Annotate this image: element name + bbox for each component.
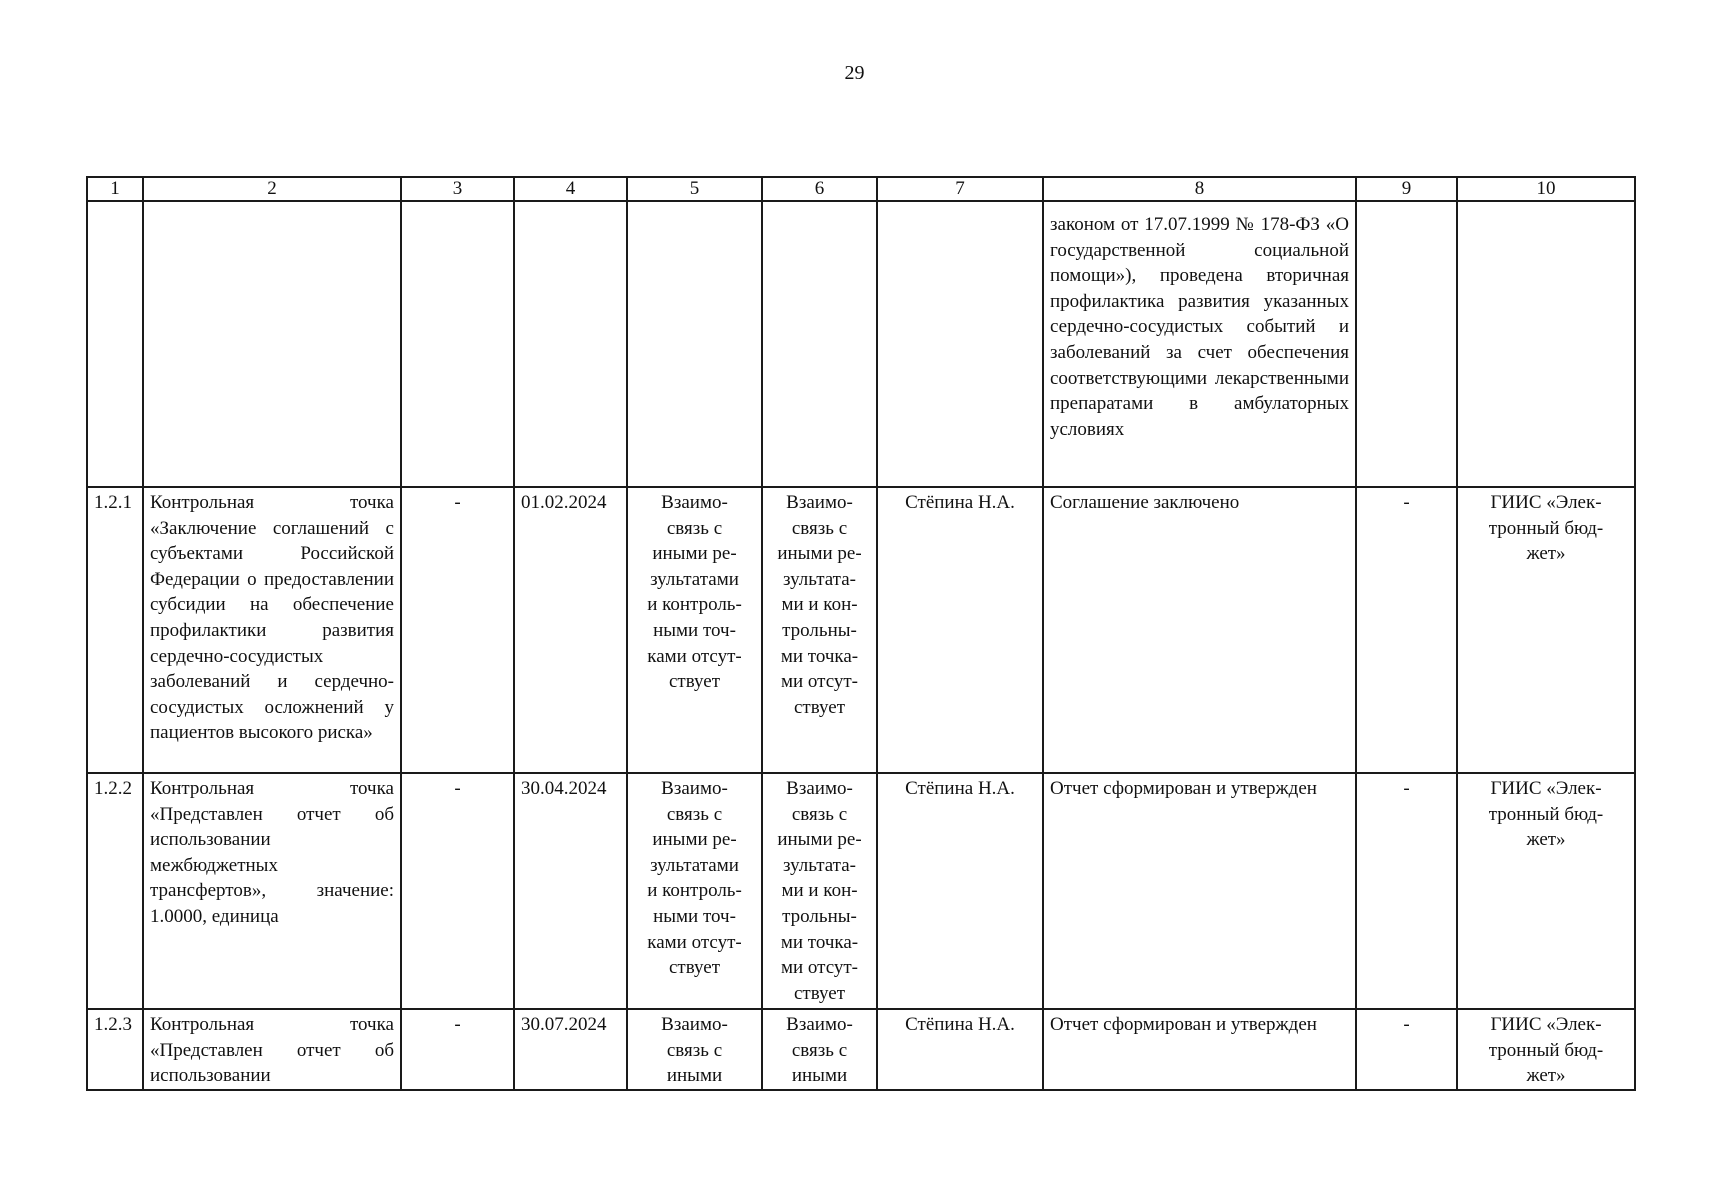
column-header-8: 8 — [1043, 177, 1356, 201]
result-text: Соглашение заключено — [1043, 487, 1356, 773]
column-header-2: 2 — [143, 177, 401, 201]
continuation-row — [87, 201, 1635, 487]
relation-cell-5: Взаимо- связь с иными ре- зультатами и контроль- ными точ- ками отсут- ствует — [627, 773, 762, 1009]
result-text: Отчет сформирован и утвержден — [1043, 1009, 1356, 1090]
document-table — [86, 176, 1636, 1091]
relation-cell-5: Взаимо- связь с иными — [627, 1009, 762, 1090]
relation-cell-5: Взаимо- связь с иными ре- зультатами и контроль- ными точ- ками отсут- ствует — [627, 487, 762, 773]
due-date: 30.04.2024 — [514, 773, 627, 1009]
column-3-value: - — [401, 1009, 514, 1090]
due-date: 01.02.2024 — [514, 487, 627, 773]
column-header-4: 4 — [514, 177, 627, 201]
column-3-value: - — [401, 773, 514, 1009]
responsible-person: Стёпина Н.А. — [877, 487, 1043, 773]
continuation-text: законом от 17.07.1999 № 178-ФЗ «О государственной социальной помощи»), проведена вторичная профилактика развития указанных сердечно-сосудистых событий и заболеваний за счет обеспечения соответствующими лекарственными препаратами в амбулаторных условиях — [1043, 201, 1356, 487]
column-9-value: - — [1356, 773, 1457, 1009]
control-point-name: Контрольная точка «Заключение соглашений с субъектами Российской Федерации о предоставлении субсидии на обеспечение профилактики развития сердечно-сосудистых заболеваний и сердечно-сосудистых осложнений у пациентов высокого риска» — [143, 487, 401, 773]
column-3-value: - — [401, 487, 514, 773]
column-header-3: 3 — [401, 177, 514, 201]
column-9-value: - — [1356, 487, 1457, 773]
table-row — [87, 1009, 1635, 1090]
information-system: ГИИС «Элек- тронный бюд- жет» — [1457, 773, 1635, 1009]
column-header-7: 7 — [877, 177, 1043, 201]
row-number: 1.2.2 — [87, 773, 143, 1009]
column-header-1: 1 — [87, 177, 143, 201]
table-row — [87, 773, 1635, 1009]
relation-cell-6: Взаимо- связь с иными — [762, 1009, 877, 1090]
column-header-10: 10 — [1457, 177, 1635, 201]
control-point-name: Контрольная точка «Представлен отчет об использовании межбюджетных трансфертов», значение: 1.0000, единица — [143, 773, 401, 1009]
row-number: 1.2.3 — [87, 1009, 143, 1090]
row-number: 1.2.1 — [87, 487, 143, 773]
column-header-5: 5 — [627, 177, 762, 201]
control-point-name: Контрольная точка «Представлен отчет об использовании — [143, 1009, 401, 1090]
responsible-person: Стёпина Н.А. — [877, 1009, 1043, 1090]
responsible-person: Стёпина Н.А. — [877, 773, 1043, 1009]
relation-cell-6: Взаимо- связь с иными ре- зультата- ми и кон- трольны- ми точка- ми отсут- ствует — [762, 773, 877, 1009]
relation-cell-6: Взаимо- связь с иными ре- зультата- ми и кон- трольны- ми точка- ми отсут- ствует — [762, 487, 877, 773]
table-row — [87, 487, 1635, 773]
information-system: ГИИС «Элек- тронный бюд- жет» — [1457, 487, 1635, 773]
result-text: Отчет сформирован и утвержден — [1043, 773, 1356, 1009]
column-9-value: - — [1356, 1009, 1457, 1090]
table-header-row — [87, 177, 1635, 201]
information-system: ГИИС «Элек- тронный бюд- жет» — [1457, 1009, 1635, 1090]
page-number: 29 — [844, 62, 865, 84]
column-header-9: 9 — [1356, 177, 1457, 201]
due-date: 30.07.2024 — [514, 1009, 627, 1090]
column-header-6: 6 — [762, 177, 877, 201]
